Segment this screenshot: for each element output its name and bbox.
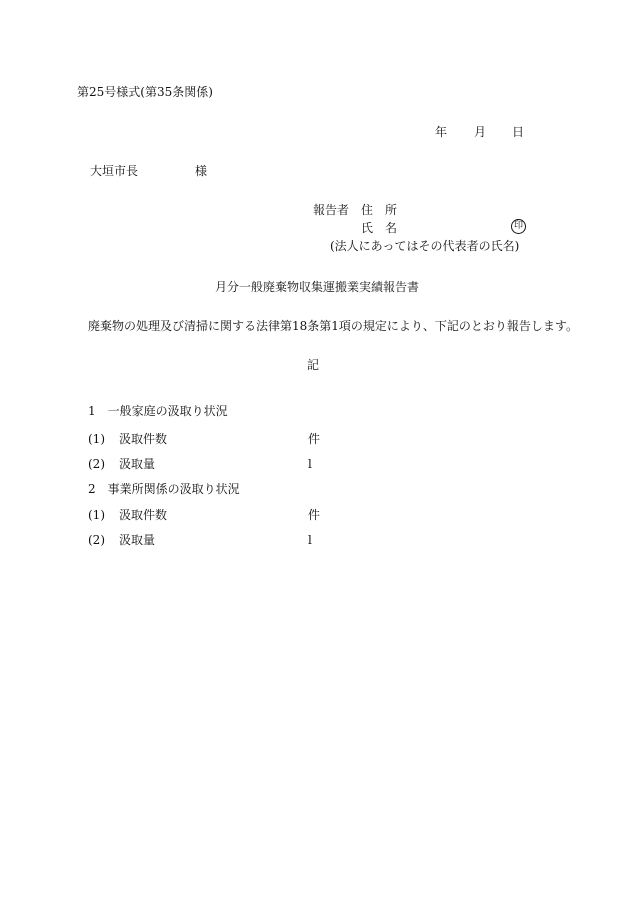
reporter-name-label: 氏 名	[361, 221, 398, 235]
seal-mark: 印	[511, 219, 526, 234]
item-label: 汲取量	[119, 533, 156, 547]
item-label: 汲取件数	[119, 432, 168, 446]
date-day-label: 日	[512, 125, 525, 139]
item-unit: 件	[308, 432, 321, 446]
ki-mark: 記	[307, 358, 320, 372]
section-heading: 1 一般家庭の汲取り状況	[88, 404, 228, 418]
reporter-heading: 報告者	[313, 203, 350, 217]
reporter-note: (法人にあってはその代表者の氏名)	[330, 239, 520, 253]
item-unit: l	[308, 533, 312, 547]
item-number: (1)	[88, 432, 105, 446]
body-text: 廃棄物の処理及び清掃に関する法律第18条第1項の規定により、下記のとおり報告します。	[88, 319, 578, 333]
addressee-name: 大垣市長	[90, 164, 139, 178]
date-month-label: 月	[474, 125, 487, 139]
item-unit: l	[308, 457, 312, 471]
form-number: 第25号様式(第35条関係)	[77, 85, 213, 99]
item-label: 汲取量	[119, 457, 156, 471]
item-number: (2)	[88, 457, 105, 471]
date-year-label: 年	[435, 125, 448, 139]
reporter-address-label: 住 所	[361, 203, 398, 217]
item-number: (1)	[88, 508, 105, 522]
addressee-honorific: 様	[195, 164, 208, 178]
item-number: (2)	[88, 533, 105, 547]
item-label: 汲取件数	[119, 508, 168, 522]
section-heading: 2 事業所関係の汲取り状況	[88, 482, 240, 496]
item-unit: 件	[308, 508, 321, 522]
document-title: 月分一般廃棄物収集運搬業実績報告書	[215, 280, 420, 294]
